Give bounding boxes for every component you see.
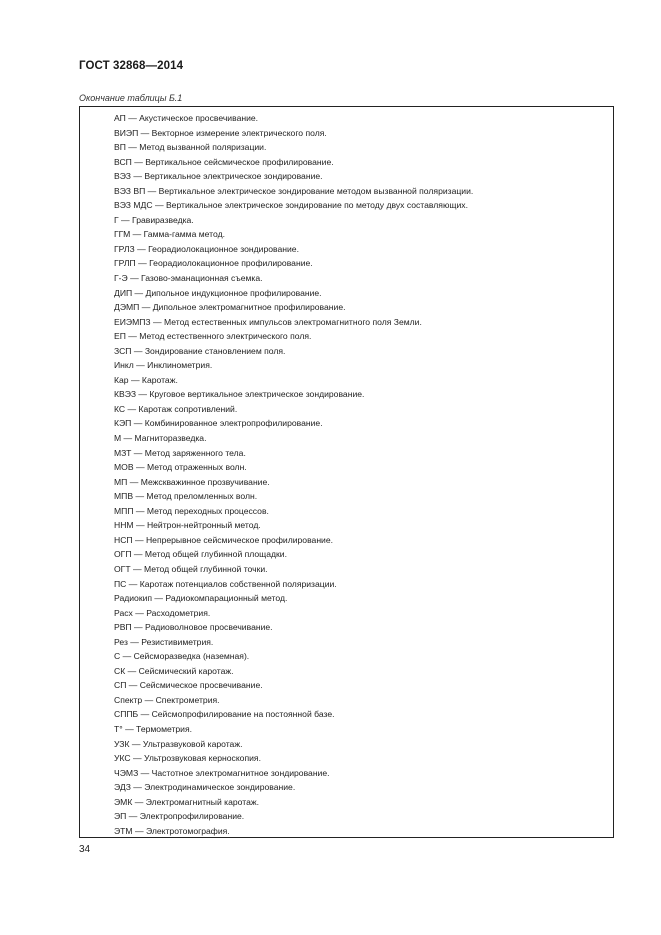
abbreviation-entry: УКС — Ультрозвуковая керноскопия. xyxy=(114,753,261,764)
abbreviation-entry: НСП — Непрерывное сейсмическое профилирование. xyxy=(114,534,334,545)
abbreviation-entry: МПП — Метод переходных процессов. xyxy=(114,505,269,516)
abbreviations-table xyxy=(79,106,614,838)
abbreviation-entry: Г-Э — Газово-эманационная съемка. xyxy=(114,273,263,284)
abbreviation-entry: Расх — Расходометрия. xyxy=(114,607,211,618)
abbreviation-entry: КЭП — Комбинированное электропрофилирование. xyxy=(114,418,323,429)
abbreviation-entry: СП — Сейсмическое просвечивание. xyxy=(114,680,263,691)
abbreviation-entry: ЕИЭМПЗ — Метод естественных импульсов электромагнитного поля Земли. xyxy=(114,316,422,327)
abbreviation-entry: Спектр — Спектрометрия. xyxy=(114,694,220,705)
abbreviation-entry: ОГП — Метод общей глубинной площадки. xyxy=(114,549,287,560)
document-standard-header: ГОСТ 32868—2014 xyxy=(79,60,184,72)
abbreviation-entry: МПВ — Метод преломленных волн. xyxy=(114,491,258,502)
abbreviation-entry: Т° — Термометрия. xyxy=(114,723,193,734)
abbreviation-entry: ГГМ — Гамма-гамма метод. xyxy=(114,229,225,240)
abbreviation-entry: МП — Межскважинное прозвучивание. xyxy=(114,476,270,487)
abbreviation-entry: ЗСП — Зондирование становлением поля. xyxy=(114,345,286,356)
abbreviation-entry: ПС — Каротаж потенциалов собственной поляризации. xyxy=(114,578,337,589)
abbreviation-entry: Радиокип — Радиокомпарационный метод. xyxy=(114,593,288,604)
abbreviation-entry: АП — Акустическое просвечивание. xyxy=(114,113,259,123)
abbreviation-entry: ВП — Метод вызванной поляризации. xyxy=(114,142,267,153)
abbreviation-entry: М — Магниторазведка. xyxy=(114,433,207,444)
abbreviation-entry: ГРЛЗ — Георадиолокационное зондирование. xyxy=(114,243,299,254)
abbreviation-entry: ЕП — Метод естественного электрического поля. xyxy=(114,331,312,342)
abbreviation-entry: ЭТМ — Электротомография. xyxy=(114,825,230,836)
abbreviation-entry: ЭП — Электропрофилирование. xyxy=(114,811,245,822)
abbreviation-entry: ОГТ — Метод общей глубинной точки. xyxy=(114,563,268,574)
abbreviation-entry: ВЭЗ МДС — Вертикальное электрическое зондирование по методу двух составляющих. xyxy=(114,200,468,211)
abbreviation-entry: УЗК — Ультразвуковой каротаж. xyxy=(114,738,243,749)
abbreviation-entry: ВСП — Вертикальное сейсмическое профилирование. xyxy=(114,156,334,167)
page-number: 34 xyxy=(79,844,91,855)
abbreviation-entry: ЭМК — Электромагнитный каротаж. xyxy=(114,796,260,807)
abbreviation-entry: ДИП — Дипольное индукционное профилирование. xyxy=(114,287,322,298)
abbreviation-entry: ГРЛП — Георадиолокационное профилирование. xyxy=(114,258,313,269)
abbreviation-entry: ДЭМП — Дипольное электромагнитное профилирование. xyxy=(114,302,346,313)
abbreviation-entry: ННМ — Нейтрон-нейтронный метод. xyxy=(114,520,261,531)
abbreviation-entry: Кар — Каротаж. xyxy=(114,374,178,385)
abbreviation-entry: С — Сейсморазведка (наземная). xyxy=(114,651,250,662)
abbreviation-entry: КС — Каротаж сопротивлений. xyxy=(114,403,238,414)
abbreviation-entry: ВЭЗ ВП — Вертикальное электрическое зондирование методом вызванной поляризации. xyxy=(114,185,474,196)
table-caption: Окончание таблицы Б.1 xyxy=(79,93,183,103)
abbreviation-entry: Г — Гравиразведка. xyxy=(114,214,194,225)
abbreviation-entry: ЭДЗ — Электродинамическое зондирование. xyxy=(114,782,296,793)
abbreviation-entry: ЧЭМЗ — Частотное электромагнитное зондирование. xyxy=(114,767,330,778)
abbreviation-entry: ВЭЗ — Вертикальное электрическое зондирование. xyxy=(114,171,323,182)
abbreviation-entry: РВП — Радиоволновое просвечивание. xyxy=(114,622,273,633)
abbreviation-entry: СППБ — Сейсмопрофилирование на постоянной базе. xyxy=(114,709,335,720)
abbreviation-entry: СК — Сейсмический каротаж. xyxy=(114,665,234,676)
abbreviations-list xyxy=(114,111,473,838)
abbreviation-entry: МОВ — Метод отраженных волн. xyxy=(114,462,247,473)
abbreviation-entry: КВЭЗ — Круговое вертикальное электрическое зондирование. xyxy=(114,389,365,400)
abbreviation-entry: МЗТ — Метод заряженного тела. xyxy=(114,447,246,458)
abbreviation-entry: Инкл — Инклинометрия. xyxy=(114,360,213,371)
abbreviation-entry: ВИЭП — Векторное измерение электрического поля. xyxy=(114,127,327,138)
abbreviation-entry: Рез — Резистивиметрия. xyxy=(114,636,214,647)
